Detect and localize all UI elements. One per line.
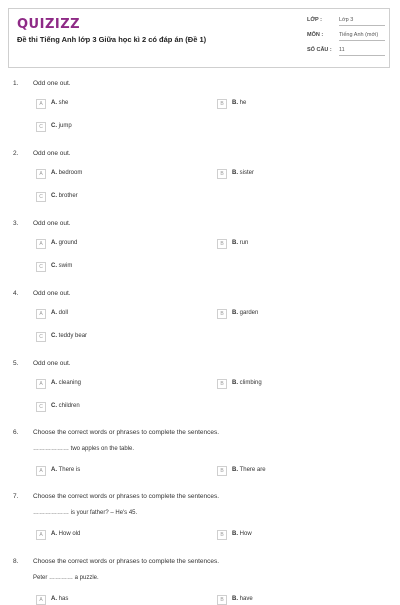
- option-letter-box: B: [217, 379, 227, 389]
- question-number: 7.: [13, 493, 19, 500]
- option-letter-box: C: [36, 122, 46, 132]
- option-text: There is: [58, 467, 81, 473]
- option-prefix: B.: [232, 531, 238, 537]
- option-letter-box: B: [217, 466, 227, 476]
- option-prefix: B.: [232, 467, 238, 473]
- option-text: have: [239, 596, 253, 602]
- option-text: How: [239, 531, 252, 537]
- option-prefix: C.: [51, 263, 57, 269]
- option-letter-box: B: [217, 169, 227, 179]
- option-text: How old: [58, 531, 81, 537]
- question-number: 2.: [13, 150, 19, 157]
- option-letter-box: B: [217, 595, 227, 605]
- question-sentence: ……………… is your father? – He's 45.: [33, 510, 138, 516]
- option-text: swim: [58, 263, 73, 269]
- option-letter-box: A: [36, 530, 46, 540]
- option-prefix: C.: [51, 403, 57, 409]
- option-prefix: B.: [232, 380, 238, 386]
- question-number: 1.: [13, 80, 19, 87]
- question-text: Choose the correct words or phrases to complete the sentences.: [33, 558, 220, 565]
- meta-value: Tiếng Anh (mới): [339, 32, 385, 41]
- option-letter-box: A: [36, 595, 46, 605]
- question-text: Odd one out.: [33, 220, 71, 227]
- question-number: 8.: [13, 558, 19, 565]
- option-text: cleaning: [58, 380, 82, 386]
- option-text: doll: [58, 310, 69, 316]
- question-number: 3.: [13, 220, 19, 227]
- worksheet-header: [8, 8, 390, 68]
- option-text: bedroom: [58, 170, 83, 176]
- option-text: brother: [58, 193, 78, 199]
- option-text: has: [58, 596, 69, 602]
- worksheet-title: Đề thi Tiếng Anh lớp 3 Giữa học kì 2 có đáp án (Đề 1): [17, 35, 207, 44]
- option-text: ground: [58, 240, 78, 246]
- option-text: he: [239, 100, 247, 106]
- option-prefix: B.: [232, 100, 238, 106]
- option-letter-box: A: [36, 239, 46, 249]
- option-prefix: C.: [51, 193, 57, 199]
- question-sentence: ……………… two apples on the table.: [33, 446, 135, 452]
- meta-value: Lớp 3: [339, 17, 385, 26]
- question-text: Odd one out.: [33, 150, 71, 157]
- option-letter-box: B: [217, 309, 227, 319]
- option-prefix: B.: [232, 310, 238, 316]
- option-prefix: A.: [51, 531, 57, 537]
- option-prefix: A.: [51, 467, 57, 473]
- question-number: 5.: [13, 360, 19, 367]
- option-prefix: B.: [232, 596, 238, 602]
- option-letter-box: B: [217, 530, 227, 540]
- option-letter-box: A: [36, 169, 46, 179]
- option-prefix: A.: [51, 100, 57, 106]
- question-text: Odd one out.: [33, 290, 71, 297]
- option-text: children: [58, 403, 80, 409]
- option-letter-box: C: [36, 402, 46, 412]
- question-text: Choose the correct words or phrases to complete the sentences.: [33, 429, 220, 436]
- question-number: 4.: [13, 290, 19, 297]
- option-prefix: B.: [232, 240, 238, 246]
- option-letter-box: C: [36, 262, 46, 272]
- meta-label: LỚP :: [307, 17, 322, 23]
- option-letter-box: A: [36, 379, 46, 389]
- option-prefix: B.: [232, 170, 238, 176]
- option-letter-box: C: [36, 192, 46, 202]
- option-text: climbing: [239, 380, 262, 386]
- option-prefix: A.: [51, 380, 57, 386]
- option-text: sister: [239, 170, 255, 176]
- option-text: garden: [239, 310, 259, 316]
- option-prefix: C.: [51, 333, 57, 339]
- option-letter-box: A: [36, 99, 46, 109]
- question-text: Odd one out.: [33, 360, 71, 367]
- option-letter-box: C: [36, 332, 46, 342]
- question-text: Choose the correct words or phrases to complete the sentences.: [33, 493, 220, 500]
- option-letter-box: B: [217, 239, 227, 249]
- option-text: teddy bear: [58, 333, 88, 339]
- option-letter-box: A: [36, 309, 46, 319]
- question-number: 6.: [13, 429, 19, 436]
- option-prefix: A.: [51, 170, 57, 176]
- quizizz-logo: QUIZIZZ: [17, 17, 81, 32]
- option-text: jump: [58, 123, 72, 129]
- meta-value: 11: [339, 47, 385, 56]
- option-letter-box: A: [36, 466, 46, 476]
- option-prefix: C.: [51, 123, 57, 129]
- question-sentence: Peter ………… a puzzle.: [33, 575, 99, 581]
- option-prefix: A.: [51, 240, 57, 246]
- option-prefix: A.: [51, 596, 57, 602]
- option-letter-box: B: [217, 99, 227, 109]
- meta-label: SỐ CÂU :: [307, 47, 332, 53]
- meta-label: MÔN :: [307, 32, 324, 38]
- option-text: run: [239, 240, 249, 246]
- option-text: There are: [239, 467, 266, 473]
- question-text: Odd one out.: [33, 80, 71, 87]
- option-text: she: [58, 100, 69, 106]
- option-prefix: A.: [51, 310, 57, 316]
